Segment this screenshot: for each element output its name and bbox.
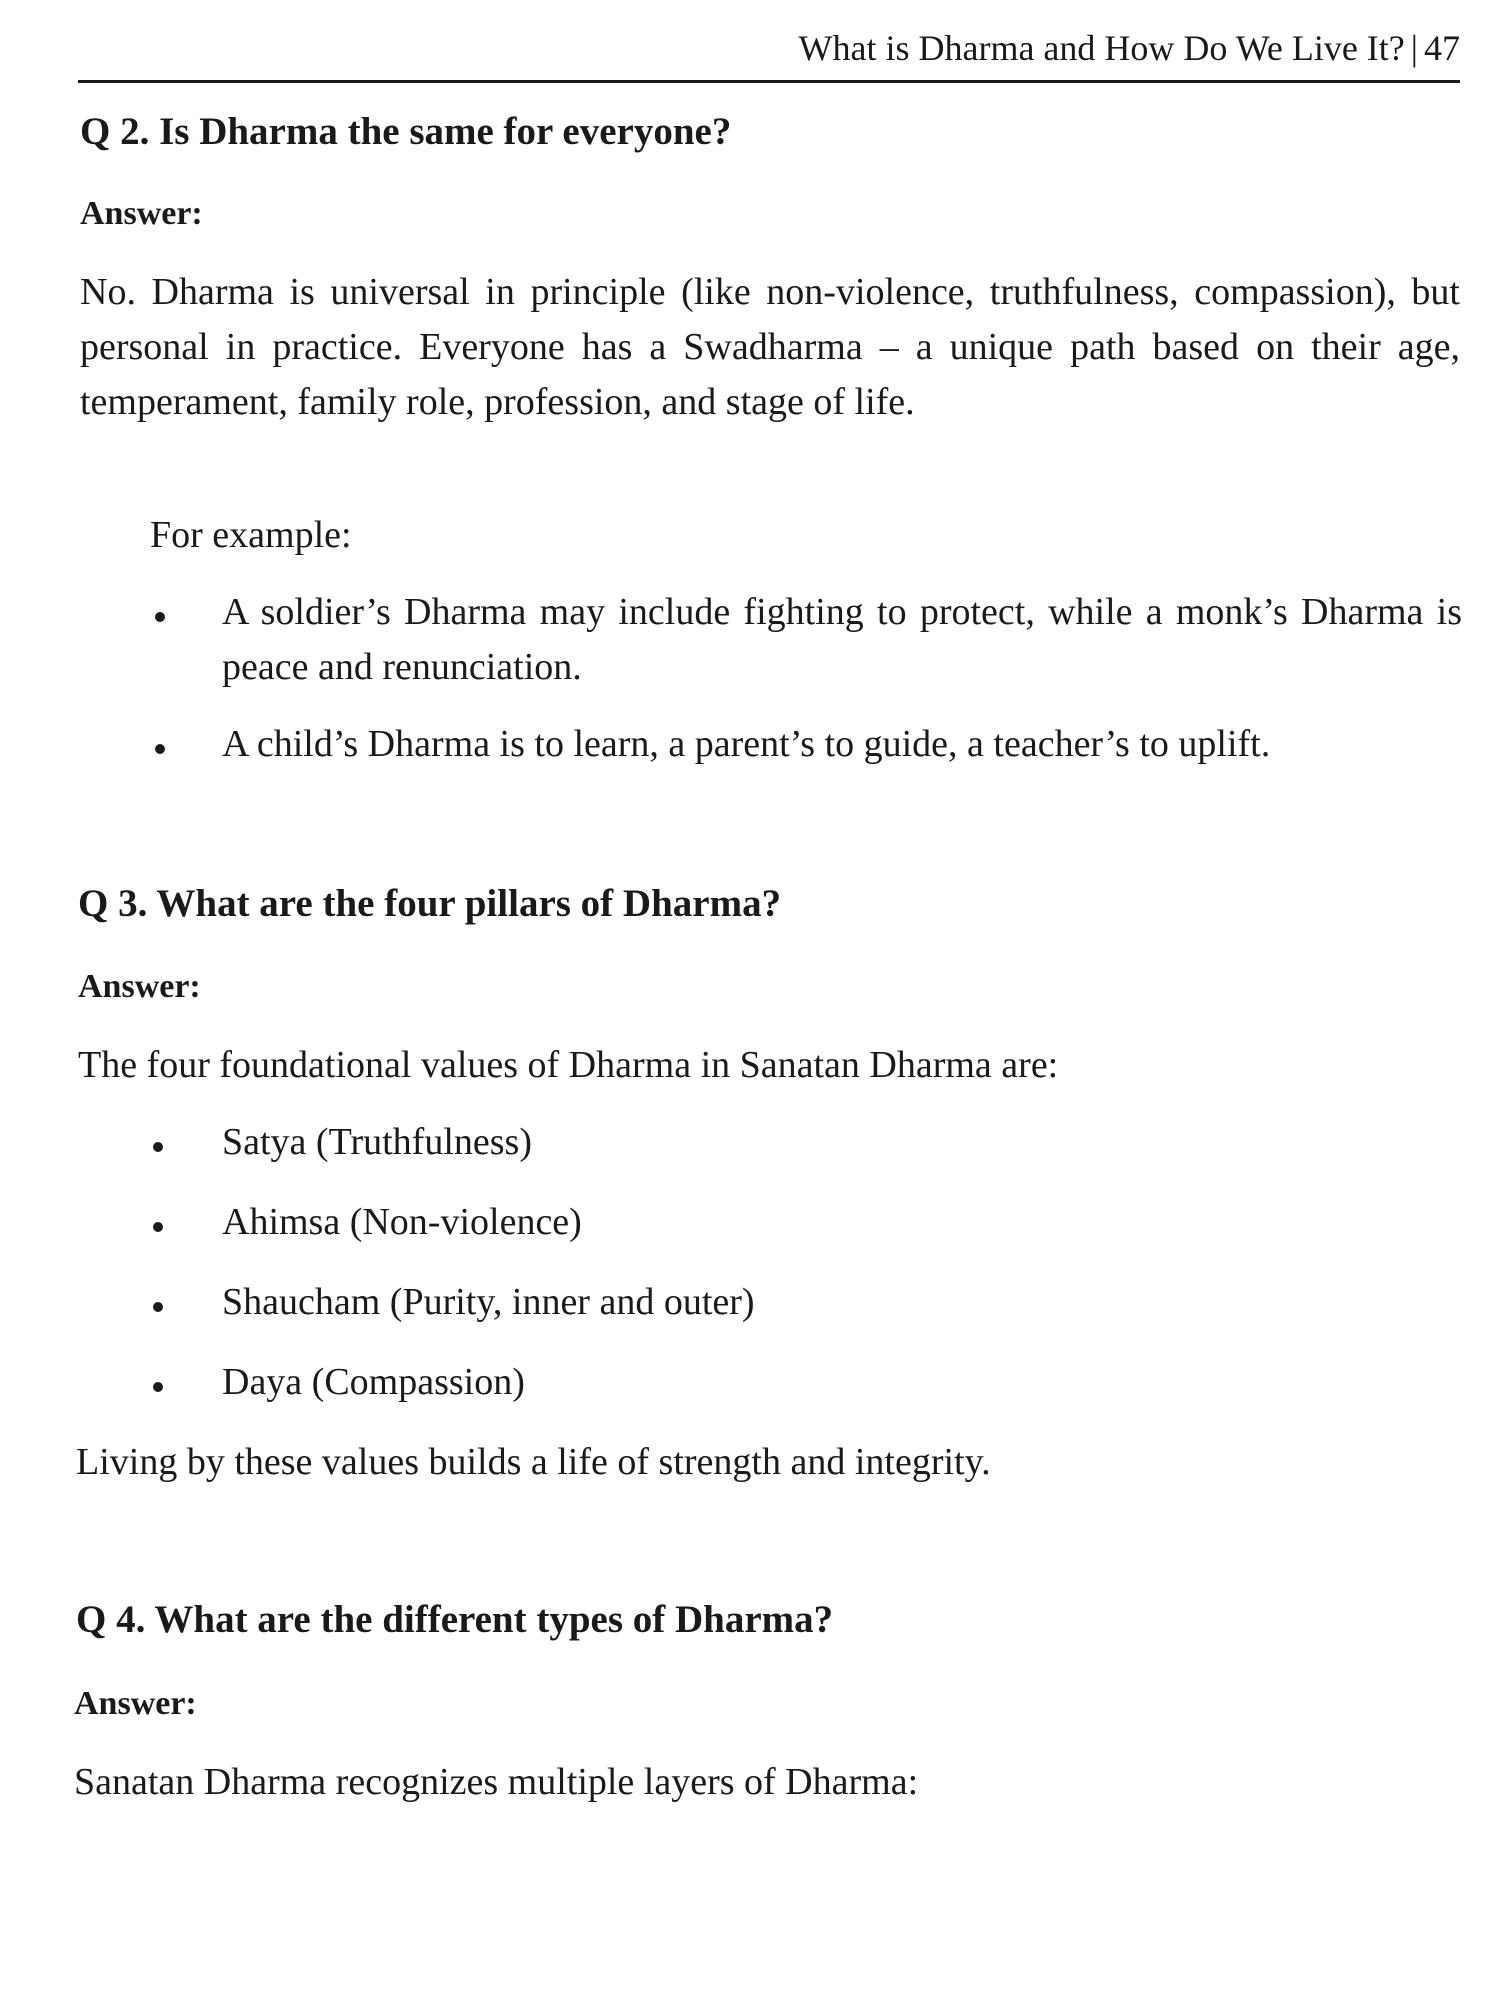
bullet-dot [155,744,165,754]
q2-paragraph: No. Dharma is universal in principle (like non-violence, truthfulness, compassion), but personal in practice. Everyone has a Swadharma – a unique path based on their age, temperament, family role, profession, and stage of life. [80,271,1460,423]
q4-question: Q 4. What are the different types of Dharma? [76,1598,834,1641]
q3-answer-label: Answer: [78,968,201,1005]
q2-bullet-1: A soldier’s Dharma may include fighting to protect, while a monk’s Dharma is peace and renunciation. [222,591,1462,688]
q2-question: Q 2. Is Dharma the same for everyone? [80,110,732,153]
q2-answer-label: Answer: [80,195,203,232]
bullet-dot [155,612,165,622]
q4-answer-label: Answer: [74,1685,197,1722]
bullet-dot [153,1222,163,1232]
q4-intro: Sanatan Dharma recognizes multiple layers of Dharma: [74,1761,919,1803]
q3-bullet-satya: Satya (Truthfulness) [222,1121,532,1163]
q3-conclusion: Living by these values builds a life of strength and integrity. [76,1441,991,1483]
q3-question: Q 3. What are the four pillars of Dharma? [78,882,782,925]
q3-bullet-ahimsa: Ahimsa (Non-violence) [222,1201,582,1243]
bullet-dot [153,1302,163,1312]
page-number: 47 [1424,28,1460,68]
q2-example-intro: For example: [150,514,352,556]
q3-bullet-daya: Daya (Compassion) [222,1361,525,1403]
q3-intro: The four foundational values of Dharma in Sanatan Dharma are: [78,1044,1059,1086]
header-separator: | [1410,28,1418,68]
bullet-dot [153,1142,163,1152]
running-header [799,26,1460,70]
q2-bullet-2: A child’s Dharma is to learn, a parent’s to guide, a teacher’s to uplift. [222,723,1271,765]
chapter-title: What is Dharma and How Do We Live It? [798,28,1405,68]
bullet-dot [153,1382,163,1392]
header-rule [78,80,1460,83]
q3-bullet-shaucham: Shaucham (Purity, inner and outer) [222,1281,755,1323]
